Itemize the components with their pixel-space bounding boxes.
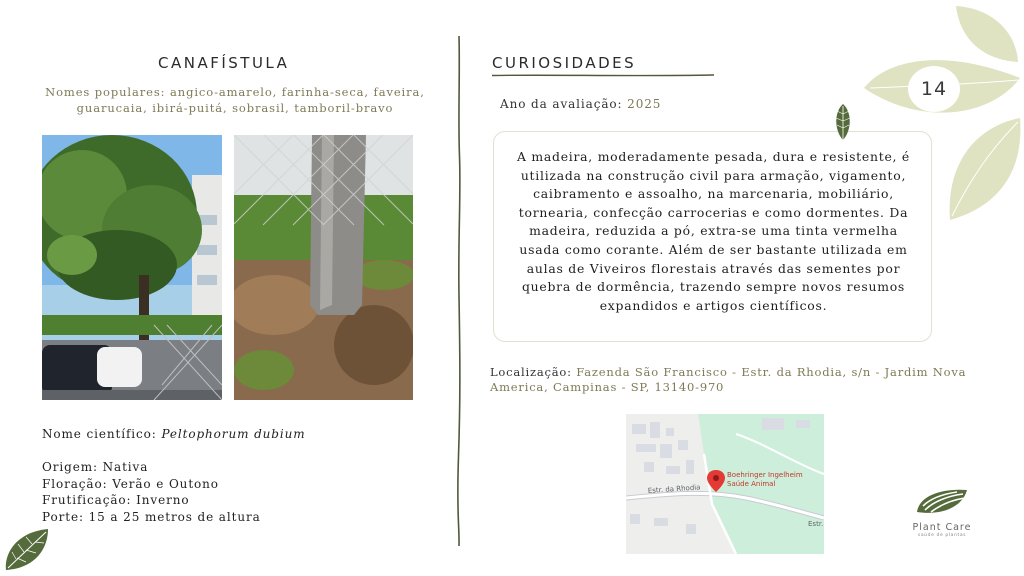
flowering: Floração: Verão e Outono bbox=[42, 476, 219, 491]
location bbox=[490, 365, 990, 395]
fruiting: Frutificação: Inverno bbox=[42, 493, 190, 507]
column-divider bbox=[455, 36, 463, 546]
species-title: CANAFÍSTULA bbox=[158, 54, 290, 72]
tree-photo bbox=[42, 135, 222, 400]
brand-logo bbox=[898, 486, 986, 546]
brand-name: Plant Care bbox=[912, 522, 972, 533]
road-label: Estr. da Rhodia bbox=[647, 483, 701, 495]
scientific-name bbox=[42, 426, 306, 443]
curiosity-text: A madeira, moderadamente pesada, dura e resistente, é utilizada na construção civil para armação, vigamento, caibramento e assoalho, na marcenaria, mobiliário, tornearia, confecção carrocerias e como dormentes. Da madeira, reduzida a pó, extra-se uma tinta vermelha usada como corante. Além de ser bastante utilizada em aulas de Viveiros florestais através das sementes por quebra de dormência, trazendo sempre novos resumos expandidos e artigos científicos. bbox=[517, 149, 910, 313]
road-label-2: Estr. bbox=[808, 520, 824, 528]
year-label: Ano da avaliação: bbox=[500, 97, 628, 111]
leaf-icon bbox=[2, 526, 52, 574]
scientific-name-label: Nome científico: bbox=[42, 427, 162, 441]
origin: Origem: Nativa bbox=[42, 460, 149, 474]
curiosities-title: CURIOSIDADES bbox=[492, 54, 637, 72]
trunk-photo bbox=[234, 135, 413, 400]
brand-tagline: saúde de plantas bbox=[917, 533, 967, 538]
map-place-line1: Boehringer Ingelheim bbox=[727, 471, 803, 479]
tree-size: Porte: 15 a 25 metros de altura bbox=[42, 509, 261, 524]
small-leaf-icon bbox=[832, 102, 854, 142]
location-label: Localização: bbox=[490, 365, 577, 379]
title-underline bbox=[492, 74, 714, 77]
evaluation-year bbox=[500, 97, 661, 111]
year-value: 2025 bbox=[627, 97, 662, 111]
leaves-decoration-icon bbox=[860, 0, 1024, 222]
location-value: Fazenda São Francisco - Estr. da Rhodia, s/n - Jardim Nova America, Campinas - SP, 13140-970 bbox=[490, 365, 967, 394]
scientific-name-value: Peltophorum dubium bbox=[161, 427, 306, 441]
popular-names: Nomes populares: angico-amarelo, farinha-seca, faveira, guarucaia, ibirá-puitá, sobrasil, tamboril-bravo bbox=[45, 85, 425, 115]
species-info bbox=[42, 426, 306, 525]
map-place-line2: Saúde Animal bbox=[727, 480, 776, 488]
location-map[interactable] bbox=[626, 414, 824, 554]
brand-leaf-icon bbox=[913, 486, 971, 516]
page-number: 14 bbox=[908, 66, 960, 112]
